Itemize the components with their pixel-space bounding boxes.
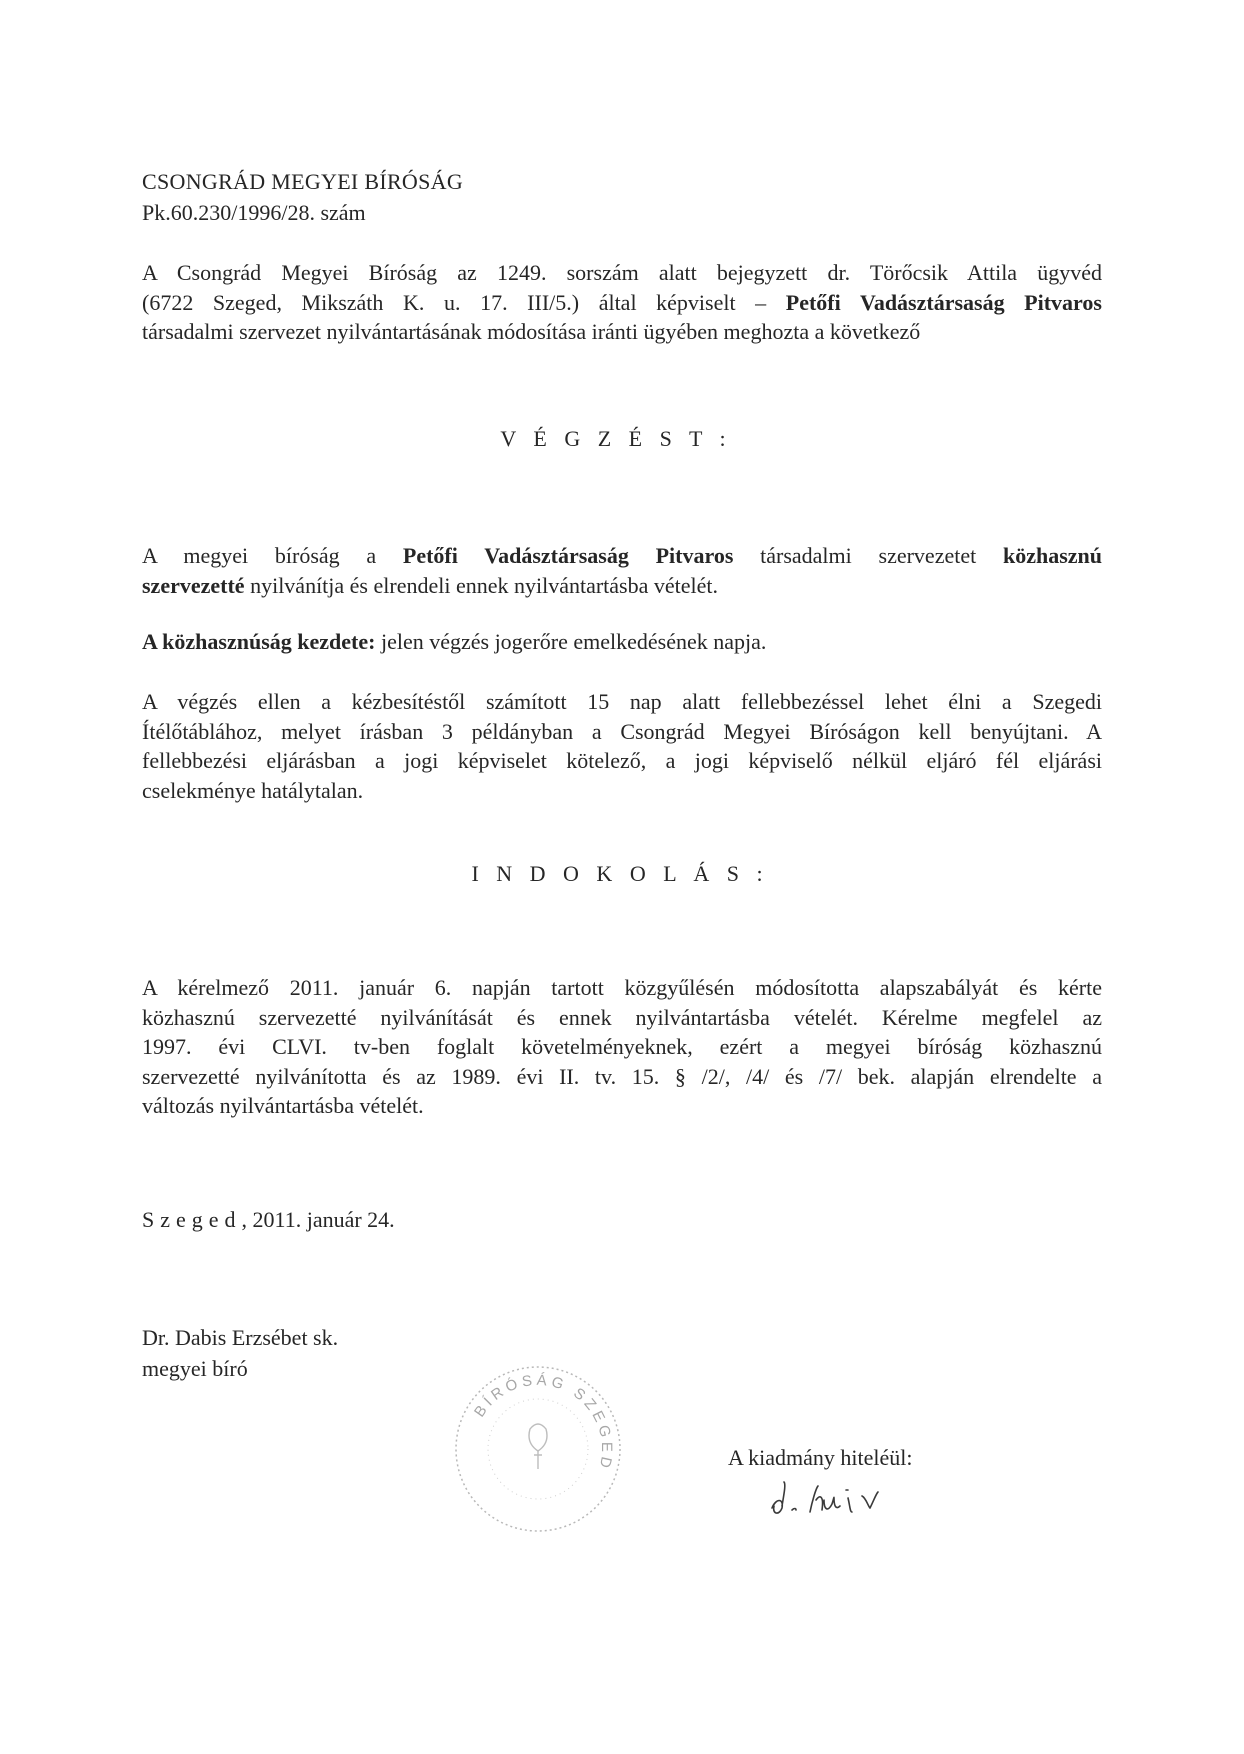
date: , 2011. január 24. (241, 1207, 395, 1232)
status-term: szervezetté (142, 572, 245, 598)
signer-role: megyei bíró (142, 1356, 248, 1381)
reasoning-paragraph (142, 973, 1102, 1121)
appeal-line: Ítélőtáblához, melyet írásban 3 példányban a Csongrád Megyei Bíróságon kell benyújtani. A (142, 718, 1102, 744)
ruling-line (142, 571, 1102, 601)
intro-line: társadalmi szervezet nyilvántartásának módosítása iránti ügyében meghozta a következő (142, 319, 921, 344)
appeal-line: fellebbezési eljárásban a jogi képviselet kötelező, a jogi képviselő nélkül eljáró fél eljárási (142, 748, 1102, 773)
appeal-line: cselekménye hatálytalan. (142, 777, 364, 803)
ruling-text: A megyei bíróság a (142, 543, 403, 568)
start-label: A közhasznúság kezdete: (142, 629, 376, 654)
ruling-text: jelen végzés jogerőre emelkedésének napja. (375, 629, 767, 654)
ruling-paragraph-1 (142, 541, 1102, 600)
signer-name: Dr. Dabis Erzsébet sk. (142, 1325, 339, 1350)
reasoning-line: A kérelmező 2011. január 6. napján tartott közgyűlésén módosította alapszabályát és kérte (142, 975, 1102, 1000)
organization-name: Petőfi Vadásztársaság Pitvaros (785, 289, 1102, 315)
reasoning-line: szervezetté nyilvánította és az 1989. évi II. tv. 15. § /2/, /4/ és /7/ bek. alapján elrendelte a (142, 1063, 1102, 1089)
court-stamp-icon (448, 1359, 628, 1539)
reasoning-line: változás nyilvántartásba vételét. (142, 1093, 424, 1118)
ruling-line (142, 627, 1102, 657)
authentication-label: A kiadmány hiteléül: (728, 1445, 913, 1470)
handwritten-signature-icon (766, 1478, 936, 1524)
appeal-paragraph (142, 687, 1102, 805)
svg-text:BÍRÓSÁG SZEGED (471, 1372, 615, 1474)
ruling-heading: V É G Z É S T : (500, 426, 732, 451)
intro-line (142, 288, 1102, 318)
place: Szeged (142, 1207, 242, 1232)
reasoning-line: 1997. évi CLVI. tv-ben foglalt követelményeknek, ezért a megyei bíróság közhasznú (142, 1034, 1102, 1059)
intro-paragraph (142, 258, 1102, 347)
case-number: Pk.60.230/1996/28. szám (142, 200, 366, 225)
organization-name: Petőfi Vadásztársaság Pitvaros (402, 543, 734, 568)
ruling-text: nyilvánítja és elrendeli ennek nyilvántartásba vételét. (244, 572, 719, 598)
ruling-paragraph-2 (142, 627, 1102, 657)
intro-line-text: (6722 Szeged, Mikszáth K. u. 17. III/5.) által képviselt – (142, 289, 786, 315)
reasoning-line: közhasznú szervezetté nyilvánítását és ennek nyilvántartásba vételét. Kérelme megfelel az (142, 1004, 1102, 1030)
intro-line: A Csongrád Megyei Bíróság az 1249. sorszám alatt bejegyzett dr. Törőcsik Attila ügyvéd (142, 260, 1102, 285)
status-term: közhasznú (1002, 543, 1102, 568)
ruling-text: társadalmi szervezetet (733, 543, 1003, 568)
reasoning-heading: I N D O K O L Á S : (471, 861, 769, 886)
stamp-text: BÍRÓSÁG SZEGED (470, 1371, 616, 1474)
place-and-date (142, 1205, 395, 1235)
ruling-line (142, 541, 1102, 571)
appeal-line: A végzés ellen a kézbesítéstől számított 15 nap alatt fellebbezéssel lehet élni a Szegedi (142, 689, 1102, 714)
court-name: CSONGRÁD MEGYEI BÍRÓSÁG (142, 169, 464, 194)
